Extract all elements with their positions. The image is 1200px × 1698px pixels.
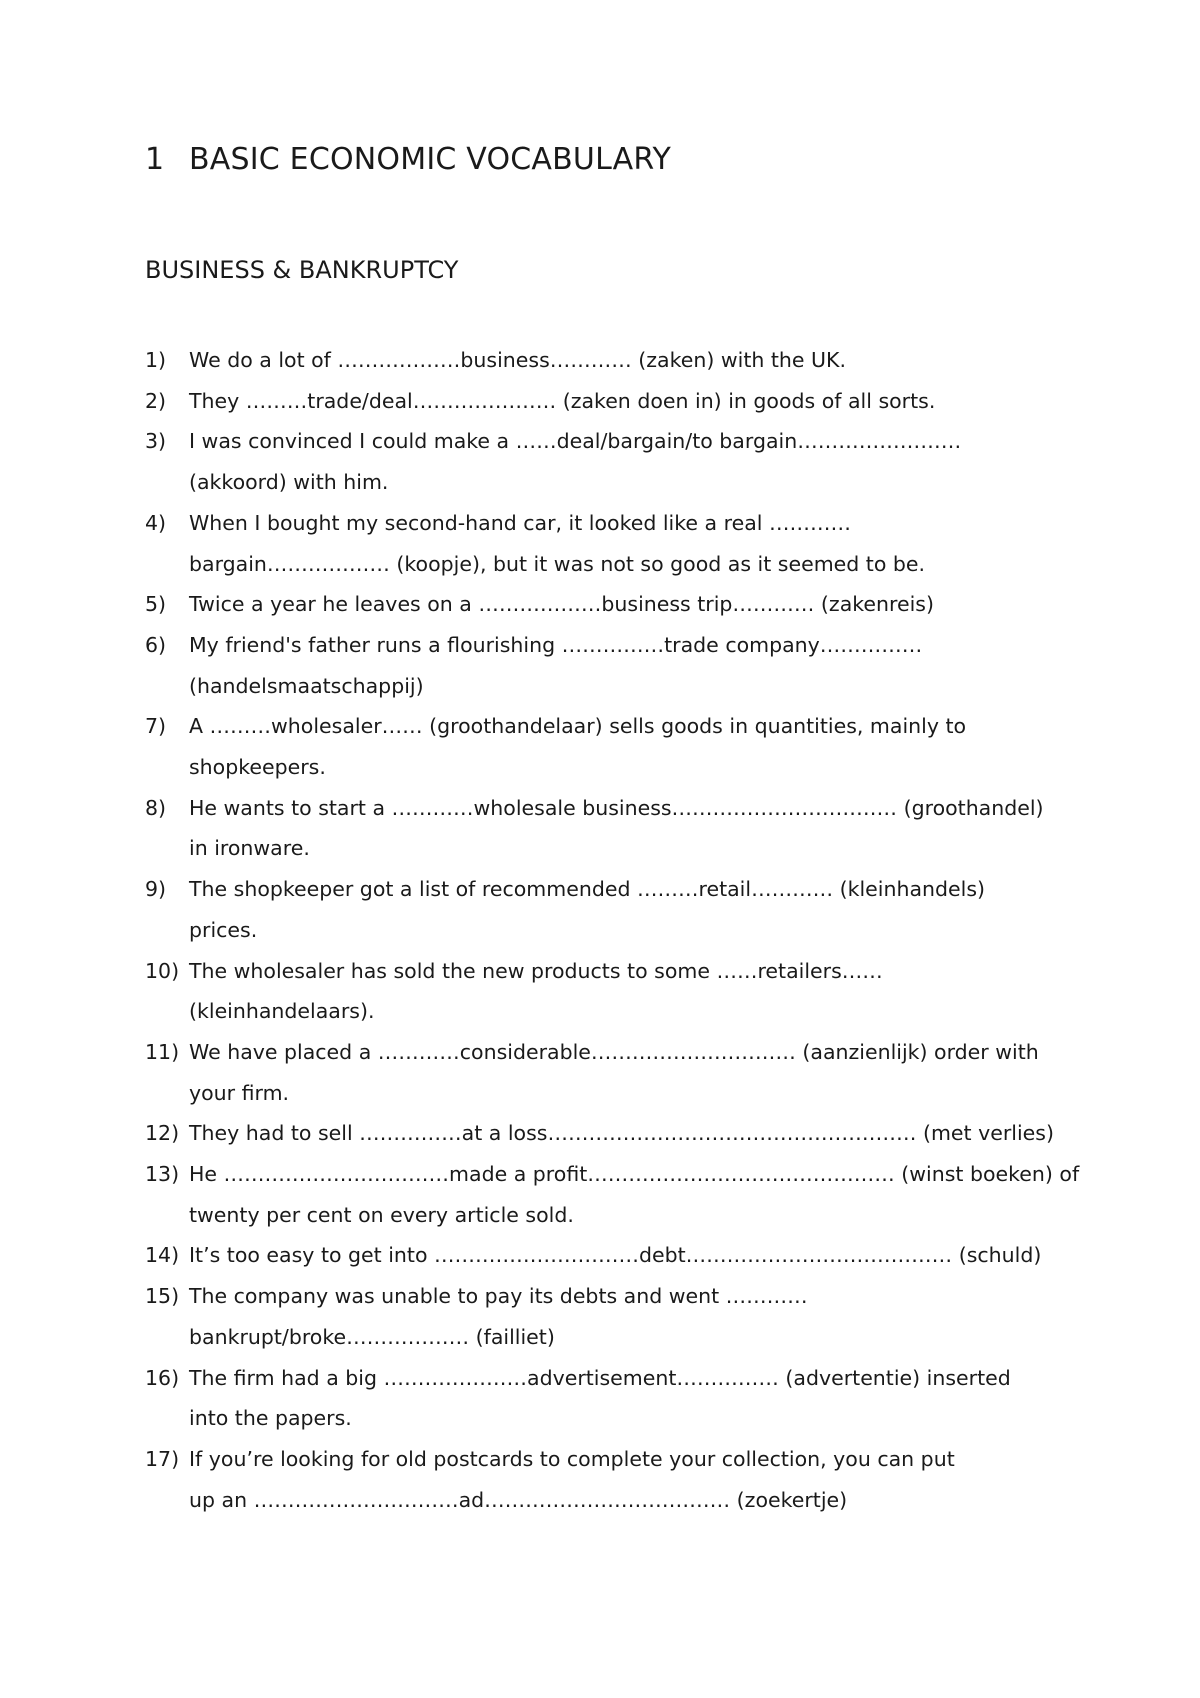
exercise-number: 6) bbox=[145, 632, 167, 657]
exercise-number: 3) bbox=[145, 429, 167, 454]
exercise-item bbox=[145, 1235, 1085, 1276]
exercise-sentence bbox=[189, 625, 1085, 706]
exercise-line: into the papers. bbox=[189, 1406, 352, 1431]
exercise-line: bargain……………… (koopje), but it was not so good as it seemed to be. bbox=[189, 551, 926, 576]
exercise-line: He wants to start a …………wholesale business…………………………… (groothandel) bbox=[189, 795, 1044, 820]
section-title: BUSINESS & BANKRUPTCY bbox=[145, 256, 459, 284]
exercise-number: 2) bbox=[145, 388, 167, 413]
exercise-list bbox=[145, 340, 1085, 1520]
exercise-item bbox=[145, 1276, 1085, 1357]
exercise-number: 4) bbox=[145, 510, 167, 535]
exercise-item bbox=[145, 1439, 1085, 1520]
exercise-number: 14) bbox=[145, 1243, 180, 1268]
exercise-item bbox=[145, 1358, 1085, 1439]
exercise-line: twenty per cent on every article sold. bbox=[189, 1202, 574, 1227]
exercise-line: The firm had a big …………………advertisement…………… (advertentie) inserted bbox=[189, 1365, 1011, 1390]
exercise-sentence bbox=[189, 951, 1085, 1032]
exercise-line: We do a lot of ………………business………… (zaken) with the UK. bbox=[189, 348, 846, 372]
exercise-line: I was convinced I could make a ……deal/bargain/to bargain…………………… bbox=[189, 429, 962, 454]
exercise-number: 13) bbox=[145, 1162, 180, 1187]
exercise-sentence bbox=[189, 706, 1085, 787]
exercise-line: The shopkeeper got a list of recommended ………retail………… (kleinhandels) bbox=[189, 877, 986, 902]
exercise-number: 17) bbox=[145, 1446, 180, 1471]
exercise-line: If you’re looking for old postcards to complete your collection, you can put bbox=[189, 1446, 955, 1471]
exercise-line: your firm. bbox=[189, 1080, 290, 1105]
exercise-item bbox=[145, 788, 1085, 869]
exercise-item bbox=[145, 869, 1085, 950]
exercise-line: He ……………………………made a profit……………………………………… (winst boeken) of bbox=[189, 1162, 1080, 1187]
exercise-number: 9) bbox=[145, 877, 167, 902]
exercise-item bbox=[145, 503, 1085, 584]
exercise-sentence bbox=[189, 1276, 1085, 1357]
exercise-line: (akkoord) with him. bbox=[189, 470, 389, 495]
exercise-line: When I bought my second-hand car, it looked like a real ………… bbox=[189, 510, 851, 535]
exercise-number: 1) bbox=[145, 348, 167, 372]
exercise-line: shopkeepers. bbox=[189, 755, 326, 780]
exercise-number: 8) bbox=[145, 795, 167, 820]
chapter-number: 1 bbox=[145, 142, 165, 177]
exercise-line: My friend's father runs a flourishing ……………trade company…………… bbox=[189, 632, 923, 657]
exercise-sentence bbox=[189, 869, 1085, 950]
exercise-line: We have placed a …………considerable………………………… (aanzienlijk) order with bbox=[189, 1039, 1039, 1064]
exercise-number: 16) bbox=[145, 1365, 180, 1390]
exercise-line: The wholesaler has sold the new products to some ……retailers…… bbox=[189, 958, 883, 983]
exercise-sentence bbox=[189, 1113, 1085, 1154]
exercise-number: 15) bbox=[145, 1284, 180, 1309]
exercise-number: 5) bbox=[145, 592, 167, 617]
exercise-item bbox=[145, 381, 1085, 422]
exercise-line: (kleinhandelaars). bbox=[189, 999, 375, 1024]
exercise-sentence bbox=[189, 421, 1085, 502]
exercise-sentence bbox=[189, 788, 1085, 869]
exercise-line: Twice a year he leaves on a ………………business trip………… (zakenreis) bbox=[189, 592, 934, 617]
exercise-line: up an …………………………ad……………………………… (zoekertje) bbox=[189, 1487, 848, 1512]
chapter-title bbox=[145, 142, 671, 177]
exercise-item bbox=[145, 1113, 1085, 1154]
exercise-line: A ………wholesaler…… (groothandelaar) sells goods in quantities, mainly to bbox=[189, 714, 967, 739]
exercise-sentence bbox=[189, 503, 1085, 584]
exercise-line: They had to sell ……………at a loss……………………………………………… (met verlies) bbox=[189, 1121, 1054, 1146]
exercise-sentence bbox=[189, 381, 1085, 422]
exercise-sentence bbox=[189, 1235, 1085, 1276]
exercise-item bbox=[145, 421, 1085, 502]
exercise-sentence bbox=[189, 1439, 1085, 1520]
exercise-line: The company was unable to pay its debts and went ………… bbox=[189, 1284, 808, 1309]
exercise-item bbox=[145, 1032, 1085, 1113]
exercise-number: 7) bbox=[145, 714, 167, 739]
chapter-title-text: BASIC ECONOMIC VOCABULARY bbox=[189, 142, 672, 177]
exercise-line: It’s too easy to get into …………………………debt………………………………… (schuld) bbox=[189, 1243, 1042, 1268]
exercise-item bbox=[145, 951, 1085, 1032]
exercise-item bbox=[145, 1154, 1085, 1235]
exercise-line: in ironware. bbox=[189, 836, 310, 861]
exercise-line: They ………trade/deal………………… (zaken doen in) in goods of all sorts. bbox=[189, 388, 936, 413]
exercise-item bbox=[145, 584, 1085, 625]
exercise-item bbox=[145, 706, 1085, 787]
exercise-sentence bbox=[189, 340, 1085, 381]
exercise-sentence bbox=[189, 1032, 1085, 1113]
exercise-number: 10) bbox=[145, 958, 180, 983]
exercise-line: (handelsmaatschappij) bbox=[189, 673, 424, 698]
exercise-sentence bbox=[189, 1358, 1085, 1439]
exercise-sentence bbox=[189, 1154, 1085, 1235]
exercise-line: prices. bbox=[189, 917, 258, 942]
exercise-number: 12) bbox=[145, 1121, 180, 1146]
exercise-item bbox=[145, 340, 1085, 381]
exercise-number: 11) bbox=[145, 1039, 180, 1064]
exercise-line: bankrupt/broke……………… (failliet) bbox=[189, 1324, 555, 1349]
exercise-item bbox=[145, 625, 1085, 706]
exercise-sentence bbox=[189, 584, 1085, 625]
